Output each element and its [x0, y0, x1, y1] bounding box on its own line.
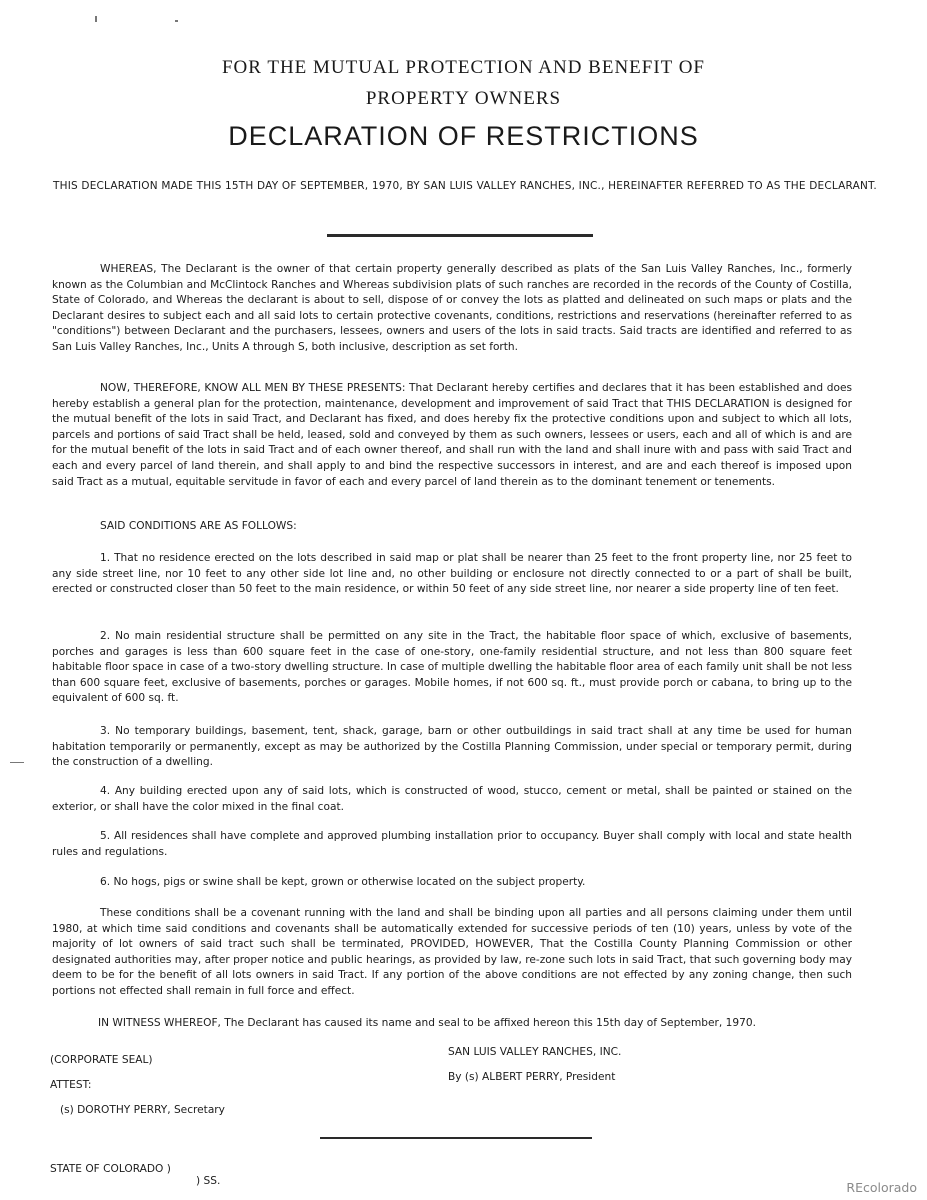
condition-1: 1. That no residence erected on the lots described in said map or plat shall be nearer than 25 feet to the front property line, nor 25 feet to any side street line, nor 10 feet to any other side lot line and, no other building or enclosure not directly connected to or a part of shall be built, erected or constructed closer than 50 feet to the main residence, or within 50 feet of any side street line, nor nearer a side property line of ten feet. — [52, 552, 852, 596]
president-signature: By (s) ALBERT PERRY, President — [448, 1071, 616, 1083]
header-line-2: PROPERTY OWNERS — [365, 88, 562, 109]
header-line-1: FOR THE MUTUAL PROTECTION AND BENEFIT OF — [221, 57, 705, 78]
ss-venue: ) SS. — [196, 1175, 221, 1187]
covenant-paragraph: These conditions shall be a covenant running with the land and shall be binding upon all parties and all persons claiming under them until 1980, at which time said conditions and covenants shall be automatically extended for successive periods of ten (10) years, unless by vote of the majority of lot owners of said tract such shall be terminated, PROVIDED, HOWEVER, That the Costilla County Planning Commission or other designated authorities may, after proper notice and public hearings, as provided by law, re-zone such lots in said Tract, that such governing body may deem to be for the benefit of all lots owners in said Tract. If any portion of the above conditions are not effected by any zoning change, then such portions not effected shall remain in full force and effect. — [52, 907, 852, 997]
scan-speck — [95, 16, 97, 22]
condition-2: 2. No main residential structure shall be permitted on any site in the Tract, the habitable floor space of which, exclusive of basements, porches and garages is less than 600 square feet in the case of one-story, one-family residential structure, and not less than 800 square feet habitable floor space in case of a two-story dwelling structure. In case of multiple dwelling the habitable floor area of each family unit shall be not less than 600 square feet, exclusive of basements, porches or garages. Mobile homes, if not 600 sq. ft., must provide porch or cabana, to bring up to the equivalent of 600 sq. ft. — [52, 630, 852, 705]
condition-3: 3. No temporary buildings, basement, tent, shack, garage, barn or other outbuildings in said tract shall at any time be used for human habitation temporarily or permanently, except as may be authorized by the Costilla Planning Commission, under special or temporary permit, during the construction of a dwelling. — [52, 725, 852, 769]
intro-paragraph: THIS DECLARATION MADE THIS 15TH DAY OF SEPTEMBER, 1970, BY SAN LUIS VALLEY RANCHES, INC., HEREINAFTER REFERRED TO AS THE DECLARANT. — [53, 180, 877, 192]
conditions-heading: SAID CONDITIONS ARE AS FOLLOWS: — [100, 520, 297, 532]
document-title: DECLARATION OF RESTRICTIONS — [228, 121, 699, 151]
attest-label: ATTEST: — [50, 1079, 92, 1091]
condition-4: 4. Any building erected upon any of said lots, which is constructed of wood, stucco, cement or metal, shall be painted or stained on the exterior, or shall have the color mixed in the final coat. — [52, 785, 852, 813]
company-name: SAN LUIS VALLEY RANCHES, INC. — [448, 1046, 622, 1058]
signature-rule — [320, 1137, 592, 1139]
scan-speck — [10, 762, 24, 763]
condition-6: 6. No hogs, pigs or swine shall be kept, grown or otherwise located on the subject property. — [100, 876, 586, 888]
condition-5: 5. All residences shall have complete and approved plumbing installation prior to occupancy. Buyer shall comply with local and state health rules and regulations. — [52, 830, 852, 858]
watermark: REcolorado — [846, 1180, 917, 1195]
corporate-seal-label: (CORPORATE SEAL) — [50, 1054, 153, 1066]
secretary-signature: (s) DOROTHY PERRY, Secretary — [60, 1104, 225, 1116]
scan-speck — [175, 20, 178, 22]
now-therefore-paragraph: NOW, THEREFORE, KNOW ALL MEN BY THESE PRESENTS: That Declarant hereby certifies and declares that it has been established and does hereby establish a general plan for the protection, maintenance, development and improvement of said Tract that THIS DECLARATION is designed for the mutual benefit of the lots in said Tract, and Declarant has fixed, and does hereby fix the protective conditions upon and subject to which all lots, parcels and portions of said Tract shall be held, leased, sold and conveyed by them as such owners, lessees or users, each and all of which is and are for the mutual benefit of the lots in said Tract and of each owner thereof, and shall run with the land and shall inure with and pass with said Tract and each and every parcel of land therein, and shall apply to and bind the respective successors in interest, and are and each thereof is imposed upon said Tract as a mutual, equitable servitude in favor of each and every parcel of land therein as to the dominant tenement or tenements. — [52, 382, 852, 488]
state-venue: STATE OF COLORADO ) — [50, 1163, 171, 1175]
divider-rule — [327, 234, 593, 237]
witness-paragraph: IN WITNESS WHEREOF, The Declarant has caused its name and seal to be affixed hereon this 15th day of September, 1970. — [98, 1017, 756, 1029]
whereas-paragraph: WHEREAS, The Declarant is the owner of that certain property generally described as plats of the San Luis Valley Ranches, Inc., formerly known as the Columbian and McClintock Ranches and Whereas subdivision plats of such ranches are recorded in the records of the County of Costilla, State of Colorado, and Whereas the declarant is about to sell, dispose of or convey the lots as platted and delineated on such maps or plats and the Declarant desires to subject each and all said lots to certain protective covenants, conditions, restrictions and reservations (hereinafter referred to as "conditions") between Declarant and the purchasers, lessees, owners and users of the lots in said tracts. Said tracts are identified and referred to as San Luis Valley Ranches, Inc., Units A through S, both inclusive, description as set forth. — [52, 263, 852, 353]
